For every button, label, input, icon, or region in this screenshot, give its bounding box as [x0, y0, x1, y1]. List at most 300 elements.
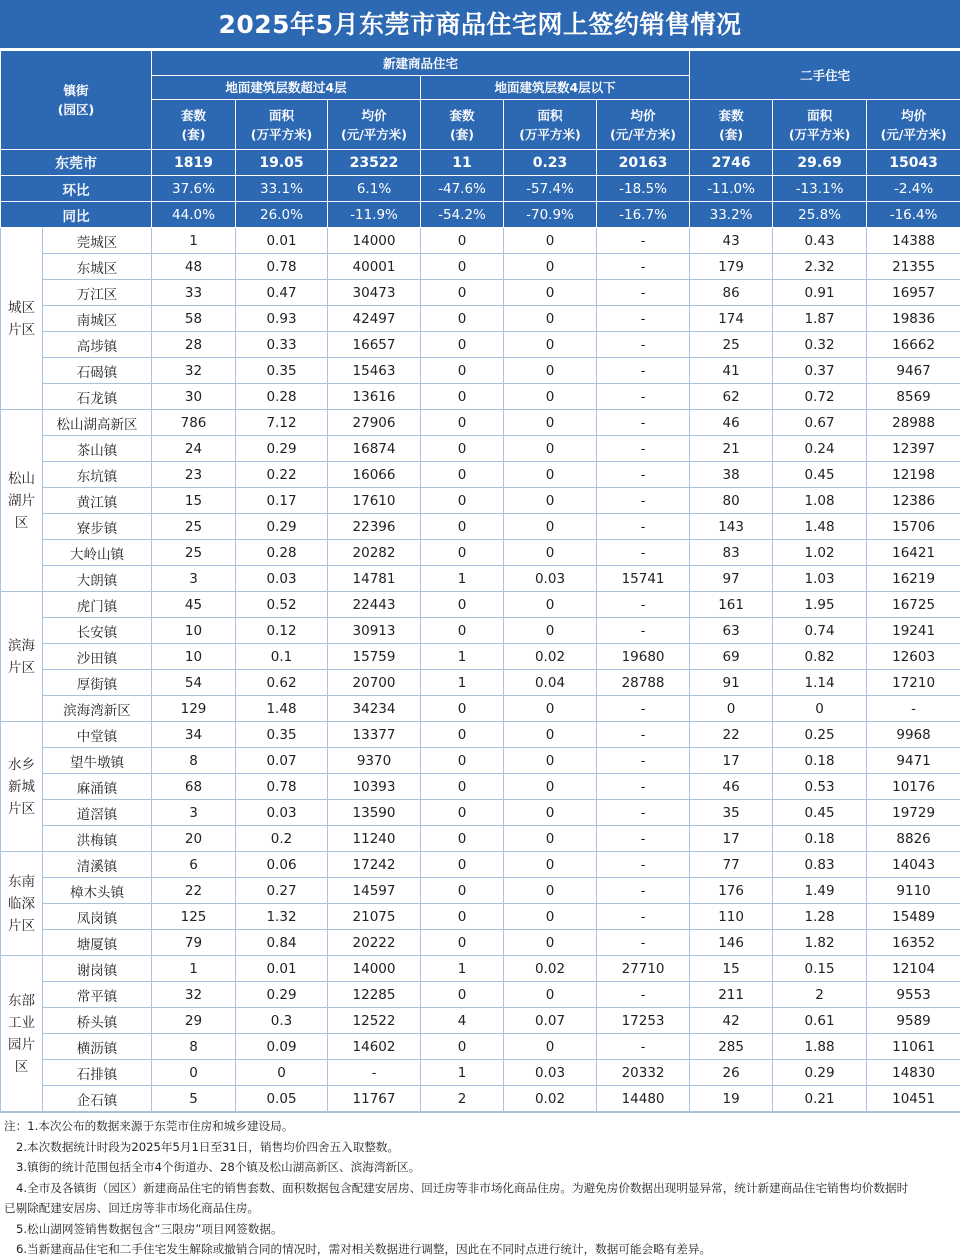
- data-cell: 21355: [867, 254, 960, 280]
- footnotes: [0, 1112, 960, 1260]
- data-cell: 25: [152, 540, 236, 566]
- summary-cell: -16.4%: [867, 202, 960, 228]
- summary-cell: 44.0%: [152, 202, 236, 228]
- data-cell: 26: [690, 1060, 773, 1086]
- summary-row: [1, 176, 960, 202]
- data-cell: 97: [690, 566, 773, 592]
- data-cell: 20222: [328, 930, 421, 956]
- data-cell: 27906: [328, 410, 421, 436]
- data-cell: 0.47: [236, 280, 328, 306]
- data-cell: 8569: [867, 384, 960, 410]
- town-name: 石排镇: [43, 1060, 152, 1086]
- data-cell: -: [597, 826, 690, 852]
- town-name: 凤岗镇: [43, 904, 152, 930]
- data-cell: 0.05: [236, 1086, 328, 1112]
- data-cell: 48: [152, 254, 236, 280]
- town-name: 谢岗镇: [43, 956, 152, 982]
- data-cell: 0: [690, 696, 773, 722]
- region-group-label: 滨海片区: [1, 592, 43, 722]
- town-name: 黄江镇: [43, 488, 152, 514]
- data-cell: -: [597, 254, 690, 280]
- price-header-unit: (元/平方米): [867, 125, 960, 144]
- data-cell: -: [597, 358, 690, 384]
- summary-cell: 33.2%: [690, 202, 773, 228]
- page-title: 2025年5月东莞市商品住宅网上签约销售情况: [0, 0, 960, 50]
- data-cell: 40001: [328, 254, 421, 280]
- second-hand-header: 二手住宅: [690, 51, 960, 100]
- data-cell: 68: [152, 774, 236, 800]
- table-row: [1, 982, 960, 1008]
- data-cell: -: [597, 436, 690, 462]
- data-cell: 12386: [867, 488, 960, 514]
- data-cell: 20282: [328, 540, 421, 566]
- data-cell: 12397: [867, 436, 960, 462]
- data-cell: 0.45: [773, 800, 867, 826]
- table-row: [1, 514, 960, 540]
- data-cell: 0.82: [773, 644, 867, 670]
- data-cell: 0.91: [773, 280, 867, 306]
- summary-cell: -57.4%: [504, 176, 597, 202]
- units-header-unit: (套): [690, 125, 772, 144]
- price-column-header: [328, 100, 421, 150]
- data-cell: 63: [690, 618, 773, 644]
- data-cell: 1: [421, 956, 504, 982]
- data-cell: 0.1: [236, 644, 328, 670]
- data-cell: 1.49: [773, 878, 867, 904]
- table-row: [1, 566, 960, 592]
- data-cell: 46: [690, 410, 773, 436]
- data-cell: 0: [421, 1034, 504, 1060]
- data-cell: 0.78: [236, 774, 328, 800]
- data-cell: 0.07: [236, 748, 328, 774]
- data-cell: -: [597, 332, 690, 358]
- data-cell: 10: [152, 618, 236, 644]
- area-column-header: [236, 100, 328, 150]
- table-row: [1, 930, 960, 956]
- data-cell: 0.84: [236, 930, 328, 956]
- data-cell: 28: [152, 332, 236, 358]
- data-cell: 0: [504, 774, 597, 800]
- data-cell: 0.29: [236, 514, 328, 540]
- data-cell: 0.29: [773, 1060, 867, 1086]
- data-cell: 1.82: [773, 930, 867, 956]
- data-cell: 1.08: [773, 488, 867, 514]
- summary-cell: -70.9%: [504, 202, 597, 228]
- data-cell: 9467: [867, 358, 960, 384]
- data-cell: 0: [504, 514, 597, 540]
- footnote-line: 注：1.本次公布的数据来源于东莞市住房和城乡建设局。: [4, 1116, 954, 1137]
- data-cell: 28988: [867, 410, 960, 436]
- data-cell: 0.43: [773, 228, 867, 254]
- region-group-label: 东部工业园片区: [1, 956, 43, 1112]
- town-name: 企石镇: [43, 1086, 152, 1112]
- summary-cell: -18.5%: [597, 176, 690, 202]
- data-cell: -: [597, 722, 690, 748]
- data-cell: 0: [421, 410, 504, 436]
- data-cell: 4: [421, 1008, 504, 1034]
- summary-cell: 2746: [690, 150, 773, 176]
- table-row: [1, 722, 960, 748]
- footnote-line: 2.本次数据统计时段为2025年5月1日至31日，销售均价四舍五入取整数。: [4, 1137, 954, 1158]
- data-cell: 0: [504, 254, 597, 280]
- data-cell: 9589: [867, 1008, 960, 1034]
- data-cell: 0: [421, 358, 504, 384]
- data-cell: -: [867, 696, 960, 722]
- data-cell: 0: [421, 384, 504, 410]
- data-cell: 3: [152, 800, 236, 826]
- data-cell: 35: [690, 800, 773, 826]
- data-cell: 15706: [867, 514, 960, 540]
- table-row: [1, 254, 960, 280]
- data-cell: 174: [690, 306, 773, 332]
- data-cell: 0.03: [504, 566, 597, 592]
- data-cell: 12104: [867, 956, 960, 982]
- data-cell: -: [597, 618, 690, 644]
- data-cell: 6: [152, 852, 236, 878]
- data-cell: 2: [773, 982, 867, 1008]
- data-cell: 0: [421, 488, 504, 514]
- data-cell: 0.12: [236, 618, 328, 644]
- town-name: 桥头镇: [43, 1008, 152, 1034]
- area-header-label: 面积: [236, 106, 327, 125]
- data-cell: 211: [690, 982, 773, 1008]
- data-cell: 0: [421, 436, 504, 462]
- data-cell: 0.78: [236, 254, 328, 280]
- data-cell: 0: [421, 306, 504, 332]
- data-cell: 1.95: [773, 592, 867, 618]
- data-cell: 15741: [597, 566, 690, 592]
- data-cell: 0: [504, 618, 597, 644]
- data-cell: 110: [690, 904, 773, 930]
- data-cell: 0.02: [504, 644, 597, 670]
- table-row: [1, 670, 960, 696]
- data-cell: 19729: [867, 800, 960, 826]
- data-cell: 0: [421, 748, 504, 774]
- town-name: 茶山镇: [43, 436, 152, 462]
- table-row: [1, 1008, 960, 1034]
- data-cell: 20: [152, 826, 236, 852]
- data-cell: 0.09: [236, 1034, 328, 1060]
- data-cell: 9553: [867, 982, 960, 1008]
- data-cell: 83: [690, 540, 773, 566]
- data-cell: 38: [690, 462, 773, 488]
- summary-cell: -47.6%: [421, 176, 504, 202]
- data-cell: 14000: [328, 956, 421, 982]
- data-cell: 16352: [867, 930, 960, 956]
- data-cell: 25: [690, 332, 773, 358]
- data-cell: 41: [690, 358, 773, 384]
- data-cell: 91: [690, 670, 773, 696]
- data-cell: 62: [690, 384, 773, 410]
- data-cell: 27710: [597, 956, 690, 982]
- units-header-label: 套数: [421, 106, 503, 125]
- table-row: [1, 878, 960, 904]
- data-cell: 46: [690, 774, 773, 800]
- data-cell: 34: [152, 722, 236, 748]
- town-name: 石碣镇: [43, 358, 152, 384]
- summary-cell: 1819: [152, 150, 236, 176]
- data-cell: 125: [152, 904, 236, 930]
- town-name: 麻涌镇: [43, 774, 152, 800]
- data-cell: 14043: [867, 852, 960, 878]
- data-cell: 0.72: [773, 384, 867, 410]
- data-cell: 1.48: [236, 696, 328, 722]
- data-cell: 17242: [328, 852, 421, 878]
- data-cell: 10393: [328, 774, 421, 800]
- data-cell: 0: [504, 904, 597, 930]
- data-cell: 15463: [328, 358, 421, 384]
- data-cell: 0.22: [236, 462, 328, 488]
- data-cell: 0: [504, 332, 597, 358]
- data-cell: 29: [152, 1008, 236, 1034]
- table-row: [1, 410, 960, 436]
- data-cell: 11767: [328, 1086, 421, 1112]
- data-cell: 0.18: [773, 826, 867, 852]
- data-cell: 0: [504, 488, 597, 514]
- data-cell: 16874: [328, 436, 421, 462]
- area-header-label: 面积: [504, 106, 596, 125]
- data-cell: 7.12: [236, 410, 328, 436]
- data-cell: 24: [152, 436, 236, 462]
- data-cell: 11240: [328, 826, 421, 852]
- data-cell: 25: [152, 514, 236, 540]
- table-row: [1, 462, 960, 488]
- data-cell: 21: [690, 436, 773, 462]
- data-cell: -: [597, 280, 690, 306]
- region-group-label: 松山湖片区: [1, 410, 43, 592]
- data-cell: 1.48: [773, 514, 867, 540]
- data-cell: 16066: [328, 462, 421, 488]
- data-cell: 12285: [328, 982, 421, 1008]
- data-cell: 0: [504, 696, 597, 722]
- data-cell: 19241: [867, 618, 960, 644]
- data-cell: -: [597, 878, 690, 904]
- table-row: [1, 644, 960, 670]
- table-row: [1, 800, 960, 826]
- data-cell: 1.28: [773, 904, 867, 930]
- data-cell: 2: [421, 1086, 504, 1112]
- data-cell: 16657: [328, 332, 421, 358]
- summary-cell: 33.1%: [236, 176, 328, 202]
- data-cell: 1: [421, 644, 504, 670]
- data-cell: 12198: [867, 462, 960, 488]
- summary-cell: -11.0%: [690, 176, 773, 202]
- price-column-header: [867, 100, 960, 150]
- data-cell: 1: [152, 228, 236, 254]
- data-cell: 22396: [328, 514, 421, 540]
- units-column-header: [421, 100, 504, 150]
- units-column-header: [690, 100, 773, 150]
- data-cell: 0.53: [773, 774, 867, 800]
- data-cell: 13377: [328, 722, 421, 748]
- data-cell: 1.32: [236, 904, 328, 930]
- town-name: 寮步镇: [43, 514, 152, 540]
- summary-cell: 29.69: [773, 150, 867, 176]
- summary-cell: -54.2%: [421, 202, 504, 228]
- data-cell: 9370: [328, 748, 421, 774]
- units-header-unit: (套): [152, 125, 235, 144]
- data-cell: 1.14: [773, 670, 867, 696]
- summary-row: [1, 202, 960, 228]
- data-cell: 22443: [328, 592, 421, 618]
- data-cell: 0.24: [773, 436, 867, 462]
- data-cell: 14781: [328, 566, 421, 592]
- data-cell: -: [597, 514, 690, 540]
- data-cell: 8: [152, 1034, 236, 1060]
- data-cell: 0.04: [504, 670, 597, 696]
- data-cell: 16725: [867, 592, 960, 618]
- summary-cell: 37.6%: [152, 176, 236, 202]
- data-cell: 0.29: [236, 982, 328, 1008]
- summary-label: 东莞市: [1, 150, 152, 176]
- data-cell: -: [597, 488, 690, 514]
- data-cell: 0: [152, 1060, 236, 1086]
- data-cell: 69: [690, 644, 773, 670]
- data-cell: 0.2: [236, 826, 328, 852]
- data-cell: 34234: [328, 696, 421, 722]
- data-cell: 79: [152, 930, 236, 956]
- region-group-label: 东南临深片区: [1, 852, 43, 956]
- data-cell: -: [597, 852, 690, 878]
- table-row: [1, 306, 960, 332]
- town-name: 南城区: [43, 306, 152, 332]
- data-cell: -: [597, 748, 690, 774]
- data-cell: 16219: [867, 566, 960, 592]
- data-cell: 17: [690, 748, 773, 774]
- town-name: 横沥镇: [43, 1034, 152, 1060]
- district-rows: [1, 228, 960, 1112]
- data-cell: 17253: [597, 1008, 690, 1034]
- data-cell: 77: [690, 852, 773, 878]
- data-cell: -: [597, 228, 690, 254]
- data-cell: -: [597, 696, 690, 722]
- data-cell: 0.28: [236, 540, 328, 566]
- data-cell: 45: [152, 592, 236, 618]
- data-cell: 22: [690, 722, 773, 748]
- data-cell: 12603: [867, 644, 960, 670]
- data-cell: 2.32: [773, 254, 867, 280]
- summary-cell: 23522: [328, 150, 421, 176]
- data-cell: 10: [152, 644, 236, 670]
- data-cell: 0: [504, 436, 597, 462]
- table-row: [1, 696, 960, 722]
- summary-cell: 26.0%: [236, 202, 328, 228]
- data-cell: 28788: [597, 670, 690, 696]
- data-cell: 0: [421, 462, 504, 488]
- data-cell: 86: [690, 280, 773, 306]
- summary-cell: 25.8%: [773, 202, 867, 228]
- data-cell: 0.15: [773, 956, 867, 982]
- summary-rows: [1, 150, 960, 228]
- data-cell: 0: [421, 280, 504, 306]
- town-name: 东坑镇: [43, 462, 152, 488]
- data-cell: 1: [152, 956, 236, 982]
- data-cell: 10176: [867, 774, 960, 800]
- data-cell: 0.83: [773, 852, 867, 878]
- data-cell: 32: [152, 982, 236, 1008]
- data-cell: 0: [421, 696, 504, 722]
- table-row: [1, 592, 960, 618]
- data-cell: -: [597, 462, 690, 488]
- data-cell: 0: [504, 358, 597, 384]
- data-cell: 176: [690, 878, 773, 904]
- table-row: [1, 618, 960, 644]
- table-row: [1, 1086, 960, 1112]
- units-header-label: 套数: [152, 106, 235, 125]
- data-cell: 0.28: [236, 384, 328, 410]
- area-header-unit: (万平方米): [504, 125, 596, 144]
- data-cell: 42: [690, 1008, 773, 1034]
- data-cell: 43: [690, 228, 773, 254]
- table-row: [1, 488, 960, 514]
- data-cell: 179: [690, 254, 773, 280]
- data-cell: 19: [690, 1086, 773, 1112]
- town-name: 塘厦镇: [43, 930, 152, 956]
- data-cell: 17: [690, 826, 773, 852]
- units-header-unit: (套): [421, 125, 503, 144]
- data-cell: 0: [421, 982, 504, 1008]
- data-cell: 42497: [328, 306, 421, 332]
- area-column-header: [504, 100, 597, 150]
- town-name: 常平镇: [43, 982, 152, 1008]
- town-name: 东城区: [43, 254, 152, 280]
- data-cell: 0.74: [773, 618, 867, 644]
- price-header-unit: (元/平方米): [328, 125, 420, 144]
- data-cell: 143: [690, 514, 773, 540]
- town-name: 虎门镇: [43, 592, 152, 618]
- data-cell: -: [597, 540, 690, 566]
- data-cell: 0: [504, 384, 597, 410]
- data-cell: 33: [152, 280, 236, 306]
- table-row: [1, 748, 960, 774]
- data-cell: 23: [152, 462, 236, 488]
- data-cell: 0: [421, 774, 504, 800]
- data-cell: 13616: [328, 384, 421, 410]
- table-row: [1, 852, 960, 878]
- table-row: [1, 384, 960, 410]
- data-cell: 54: [152, 670, 236, 696]
- table-row: [1, 436, 960, 462]
- town-name: 滨海湾新区: [43, 696, 152, 722]
- data-cell: 0.01: [236, 956, 328, 982]
- data-cell: 9968: [867, 722, 960, 748]
- town-name: 樟木头镇: [43, 878, 152, 904]
- town-name: 洪梅镇: [43, 826, 152, 852]
- town-name: 大岭山镇: [43, 540, 152, 566]
- data-cell: 0.06: [236, 852, 328, 878]
- data-cell: -: [597, 904, 690, 930]
- price-header-label: 均价: [328, 106, 420, 125]
- data-cell: 0: [504, 462, 597, 488]
- data-cell: 0.37: [773, 358, 867, 384]
- price-header-label: 均价: [867, 106, 960, 125]
- data-cell: 0: [421, 878, 504, 904]
- data-cell: 0: [504, 306, 597, 332]
- footnote-line: 6.当新建商品住宅和二手住宅发生解除或撤销合同的情况时，需对相关数据进行调整，因此在不同时点进行统计，数据可能会略有差异。: [4, 1239, 954, 1260]
- data-cell: 0.62: [236, 670, 328, 696]
- data-cell: 0: [421, 332, 504, 358]
- data-cell: 1.03: [773, 566, 867, 592]
- data-cell: 0.21: [773, 1086, 867, 1112]
- data-cell: 19836: [867, 306, 960, 332]
- data-cell: 58: [152, 306, 236, 332]
- footnote-line: 已剔除配建安居房、回迁房等非市场化商品住房。: [4, 1198, 954, 1219]
- data-cell: 0.03: [236, 566, 328, 592]
- data-cell: 0.25: [773, 722, 867, 748]
- data-cell: 0: [504, 878, 597, 904]
- data-cell: 9110: [867, 878, 960, 904]
- data-cell: 14597: [328, 878, 421, 904]
